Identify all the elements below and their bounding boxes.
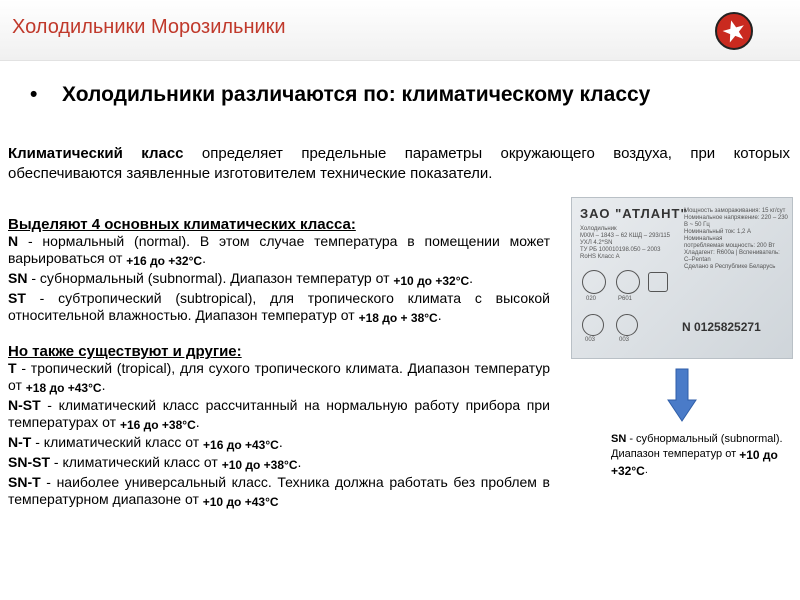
mark-code-1: 020 (586, 296, 597, 302)
rating-label-photo (571, 197, 793, 359)
others-text: наиболее универсальный класс. Техника должна работать без проблем в температурном диапазоне от (8, 474, 550, 507)
classes-text: субтропический (subtropical), для тропического климата с высокой относительной влажностью. Диапазон температур от (8, 290, 550, 323)
label-left-text (580, 226, 670, 261)
label-line: RoHS Класс А (580, 254, 620, 260)
side-range: +10 до +32°С (611, 448, 778, 478)
label-line: Номинальная (684, 236, 723, 242)
energy-mark-icon (648, 272, 668, 292)
others-end: . (101, 377, 106, 393)
others-range: +10 до +38°С (221, 458, 298, 472)
slide-title: Холодильники Морозильники (12, 16, 286, 38)
others-range: +10 до +43°С (202, 495, 279, 509)
classes-range: +16 до +32°С (126, 254, 203, 268)
others-sep: - (50, 454, 63, 470)
label-line: Сделано в Республике Беларусь (684, 264, 776, 270)
intro-term: Климатический класс (8, 145, 184, 162)
classes-item (8, 233, 550, 270)
classes-end: . (202, 250, 206, 266)
others-item (8, 360, 550, 397)
label-line: Номинальное напряжение: 220 – 230 В ~ 50 Гц (684, 215, 788, 228)
cert-mark-icon-2 (582, 314, 604, 336)
label-line: ТУ РБ 100010198.050 – 2003 (580, 247, 661, 253)
intro-paragraph (8, 144, 790, 184)
label-line: УХЛ 4.2*SN (580, 240, 613, 246)
others-code: SN-ST (8, 454, 50, 470)
classes-sep: - (25, 290, 59, 306)
intro-text: определяет предельные параметры окружающего воздуха, при которых обеспечиваются заявленные изготовителем технические показатели. (8, 145, 790, 182)
classes-code: N (8, 233, 19, 249)
pct-mark-icon (616, 270, 640, 294)
others-item (8, 474, 550, 511)
label-serial: N 0125825271 (682, 320, 761, 334)
classes-sep: - (27, 270, 40, 286)
side-end: . (644, 464, 648, 476)
bullet-text: Холодильники различаются по: климатическому классу (62, 83, 651, 106)
others-text: климатический класс от (43, 434, 204, 450)
others-range: +18 до +43°С (25, 381, 102, 395)
others-range: +16 до +38°С (119, 418, 196, 432)
others-code: SN-T (8, 474, 41, 490)
others-sep: - (40, 474, 57, 490)
label-brand: ЗАО "АТЛАНТ" (580, 206, 688, 221)
star-logo-icon (715, 12, 753, 50)
side-code: SN (611, 433, 627, 445)
classes-code: ST (8, 290, 26, 306)
mark-code-4: 003 (619, 337, 630, 343)
classes-sep: - (18, 233, 43, 249)
others-item (8, 454, 550, 474)
classes-item (8, 270, 550, 290)
label-line: МХМ – 1843 – 62 КШД – 293/115 (580, 233, 670, 239)
others-end: . (195, 414, 200, 430)
others-sep: - (31, 434, 44, 450)
cert-mark-icon (582, 270, 606, 294)
others-sep: - (16, 360, 31, 376)
down-arrow-icon (667, 368, 697, 422)
slide-header (0, 0, 800, 61)
label-line: Мощность замораживания: 15 кг/сут (684, 208, 786, 214)
label-line: потребляемая мощность: 200 Вт (684, 243, 775, 249)
heading-other-classes: Но также существуют и другие: (8, 343, 242, 360)
star-icon (721, 18, 747, 44)
others-text: тропический (tropical), для сухого тропического климата. Диапазон температур от (8, 360, 550, 393)
others-code: N-T (8, 434, 32, 450)
classes-end: . (437, 307, 442, 323)
label-right-text (684, 208, 788, 271)
classes-code: SN (8, 270, 28, 286)
bullet-dot: • (30, 83, 38, 106)
others-text: климатический класс от (62, 454, 222, 470)
classes-range: +18 до + 38°С (358, 311, 438, 325)
others-range: +16 до +43°С (203, 438, 279, 452)
others-code: T (8, 360, 17, 376)
classes-text: нормальный (normal). В этом случае температура в помещении может варьироваться от (8, 233, 550, 266)
cert-mark-icon-3 (616, 314, 638, 336)
label-line: Номинальный ток: 1,2 А (684, 229, 752, 235)
classes-end: . (469, 270, 474, 286)
side-text: - субнормальный (subnormal). Диапазон температур от (611, 433, 783, 460)
label-line: Холодильник (580, 226, 617, 232)
mark-code-3: 003 (585, 337, 596, 343)
others-text: климатический класс рассчитанный на нормальную работу прибора при температурах от (8, 397, 550, 430)
others-item (8, 397, 550, 434)
side-note (611, 432, 789, 479)
heading-main-classes: Выделяют 4 основных климатических класса: (8, 216, 356, 233)
classes-text: субнормальный (subnormal). Диапазон температур от (39, 270, 394, 286)
label-line: Хладагент: R600a | Вспениватель: С–Pentan (684, 250, 780, 263)
others-code: N-ST (8, 397, 41, 413)
classes-range: +10 до +32°С (393, 274, 470, 288)
classes-item (8, 290, 550, 327)
others-end: . (278, 434, 283, 450)
classes-text-block (8, 214, 550, 511)
others-end: . (297, 454, 302, 470)
others-item (8, 434, 550, 454)
mark-code-2: Р601 (618, 296, 633, 302)
others-sep: - (40, 397, 59, 413)
